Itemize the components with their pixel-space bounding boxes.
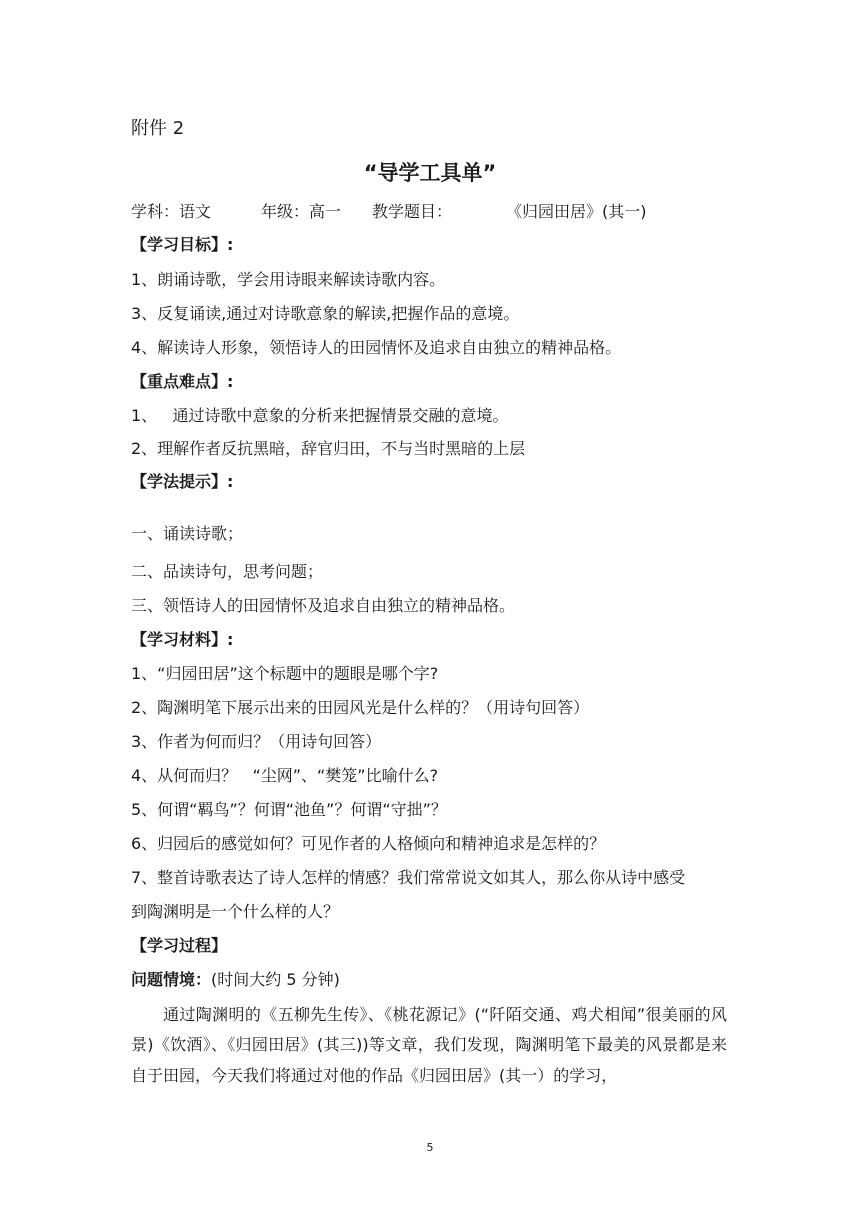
material-item: 3、作者为何而归？（用诗句回答） bbox=[131, 732, 382, 751]
goal-item: 4、解读诗人形象，领悟诗人的田园情怀及追求自由独立的精神品格。 bbox=[131, 338, 622, 357]
material-item: 5、何谓“羁鸟”？何谓“池鱼”？何谓“守拙”？ bbox=[131, 800, 447, 819]
intro-paragraph: 通过陶渊明的《五柳先生传》、《桃花源记》(“阡陌交通、鸡犬相闻”很美丽的风景)《饮酒》、《归园田居》(其三))等文章，我们发现，陶渊明笔下最美的风景都是来自于田园，今天我们将通过对他的作品《归园田居》(其一）的学习， bbox=[131, 1005, 727, 1085]
topic-label: 教学题目： bbox=[372, 202, 453, 221]
material-item: 1、“归园田居”这个标题中的题眼是哪个字? bbox=[131, 664, 439, 683]
methods-heading: 【学法提示】: bbox=[131, 472, 234, 491]
scenario-line bbox=[131, 968, 340, 992]
method-item: 三、领悟诗人的田园情怀及追求自由独立的精神品格。 bbox=[131, 596, 516, 615]
key-point-item: 2、理解作者反抗黑暗，辞官归田，不与当时黑暗的上层 bbox=[131, 439, 526, 458]
material-item: 4、从何而归？ “尘网”、“樊笼”比喻什么? bbox=[131, 766, 439, 785]
goal-item: 3、反复诵读,通过对诗歌意象的解读,把握作品的意境。 bbox=[131, 304, 520, 323]
method-item: 一、诵读诗歌； bbox=[131, 524, 244, 543]
grade: 年级：高一 bbox=[261, 202, 342, 221]
page-title: “导学工具单” bbox=[363, 161, 497, 185]
goals-heading: 【学习目标】: bbox=[131, 235, 234, 254]
scenario-label: 问题情境： bbox=[131, 970, 212, 989]
attachment-label: 附件 2 bbox=[131, 118, 185, 139]
key-points-heading: 【重点难点】: bbox=[131, 372, 234, 391]
materials-heading: 【学习材料】: bbox=[131, 630, 234, 649]
scenario-time: (时间大约 5 分钟) bbox=[211, 970, 340, 989]
material-item: 2、陶渊明笔下展示出来的田园风光是什么样的？（用诗句回答） bbox=[131, 698, 590, 717]
goal-item: 1、朗诵诗歌，学会用诗眼来解读诗歌内容。 bbox=[131, 270, 446, 289]
material-item: 6、归园后的感觉如何？可见作者的人格倾向和精神追求是怎样的？ bbox=[131, 834, 606, 853]
page-number: 5 bbox=[426, 1141, 434, 1154]
process-heading: 【学习过程】 bbox=[131, 936, 228, 955]
material-item: 7、整首诗歌表达了诗人怎样的情感？我们常常说文如其人，那么你从诗中感受 bbox=[131, 868, 686, 887]
key-point-item: 1、 通过诗歌中意象的分析来把握情景交融的意境。 bbox=[131, 406, 509, 425]
meta-line bbox=[131, 200, 731, 224]
subject: 学科：语文 bbox=[131, 202, 212, 221]
material-item: 到陶渊明是一个什么样的人？ bbox=[131, 902, 340, 921]
topic: 《归园田居》(其一) bbox=[506, 202, 647, 221]
method-item: 二、品读诗句，思考问题； bbox=[131, 562, 324, 581]
